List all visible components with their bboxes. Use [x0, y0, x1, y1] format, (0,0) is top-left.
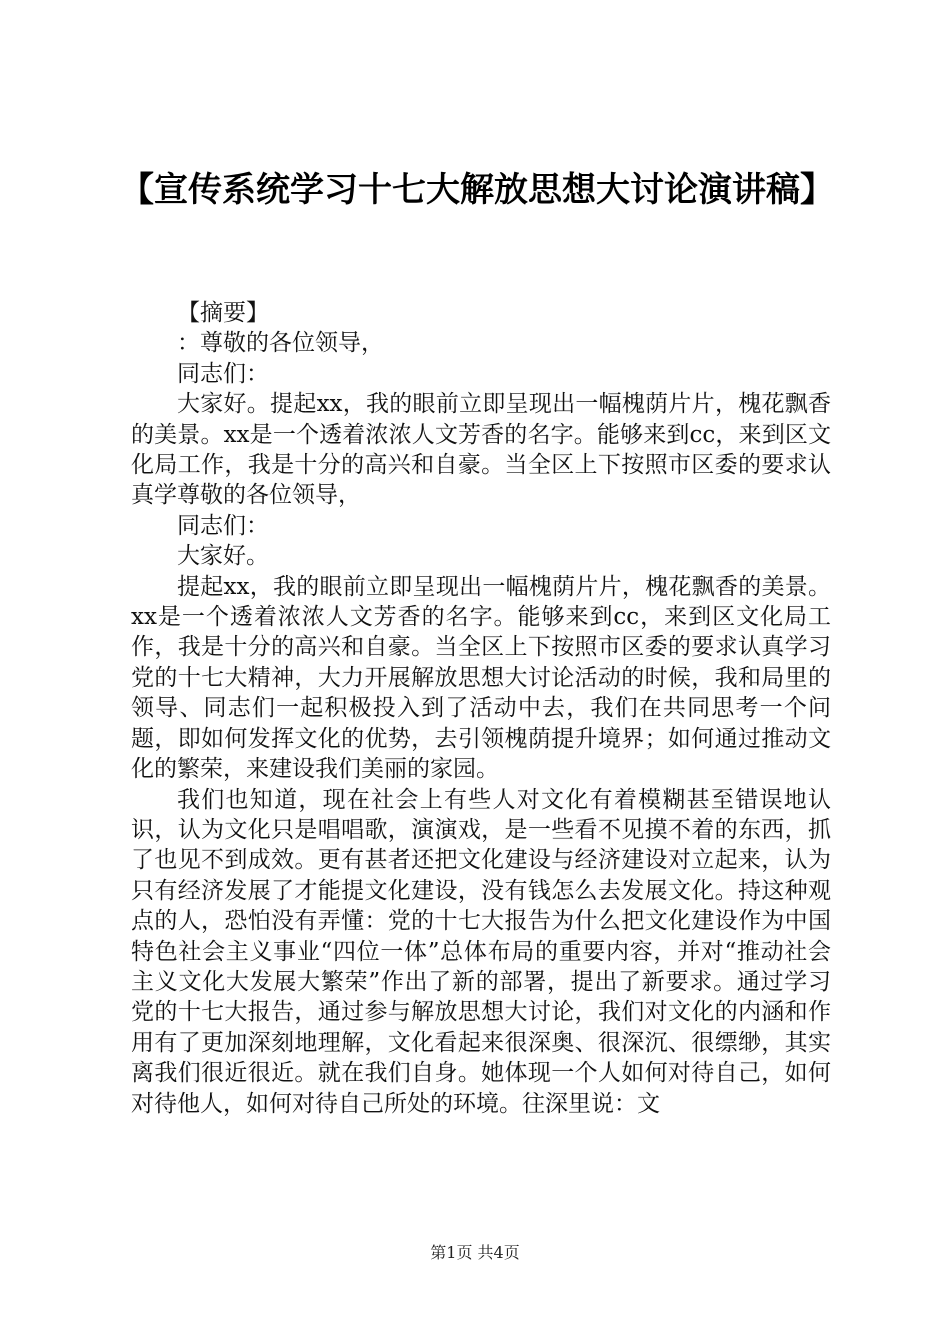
paragraph-comrades: 同志们： — [177, 360, 269, 387]
page-footer: 第1页 共4页 — [430, 1243, 520, 1262]
paragraph-intro: 大家好。提起xx，我的眼前立即呈现出一幅槐荫片片，槐花飘香的美景。xx是一个透着浓浓人文芳香的名字。能够来到cc，来到区文化局工作，我是十分的高兴和自豪。当全区上下按照市区委的要求认真学尊敬的各位领导， — [131, 391, 831, 509]
paragraph-comrades-repeat: 同志们： — [177, 512, 269, 539]
document-body — [131, 298, 831, 1119]
document-title: 【宣传系统学习十七大解放思想大讨论演讲稿】 — [120, 170, 834, 210]
paragraph-salutation: ：尊敬的各位领导， — [177, 330, 384, 357]
paragraph-main-2: 我们也知道，现在社会上有些人对文化有着模糊甚至错误地认识，认为文化只是唱唱歌，演演戏，是一些看不见摸不着的东西，抓了也见不到成效。更有甚者还把文化建设与经济建设对立起来，认为只有经济发展了才能提文化建设，没有钱怎么去发展文化。持这种观点的人，恐怕没有弄懂：党的十七大报告为什么把文化建设作为中国特色社会主义事业“四位一体”总体布局的重要内容，并对“推动社会主义文化大发展大繁荣”作出了新的部署，提出了新要求。通过学习党的十七大报告，通过参与解放思想大讨论，我们对文化的内涵和作用有了更加深刻地理解，文化看起来很深奥、很深沉、很缥缈，其实离我们很近很近。就在我们自身。她体现一个人如何对待自己，如何对待他人，如何对待自己所处的环境。往深里说：文 — [131, 786, 831, 1117]
paragraph-greeting: 大家好。 — [177, 543, 269, 570]
paragraph-main-1: 提起xx，我的眼前立即呈现出一幅槐荫片片，槐花飘香的美景。xx是一个透着浓浓人文芳香的名字。能够来到cc，来到区文化局工作，我是十分的高兴和自豪。当全区上下按照市区委的要求认真学习党的十七大精神，大力开展解放思想大讨论活动的时候，我和局里的领导、同志们一起积极投入到了活动中去，我们在共同思考一个问题，即如何发挥文化的优势，去引领槐荫提升境界；如何通过推动文化的繁荣，来建设我们美丽的家园。 — [131, 573, 831, 783]
paragraph-abstract-heading: 【摘要】 — [177, 300, 269, 326]
